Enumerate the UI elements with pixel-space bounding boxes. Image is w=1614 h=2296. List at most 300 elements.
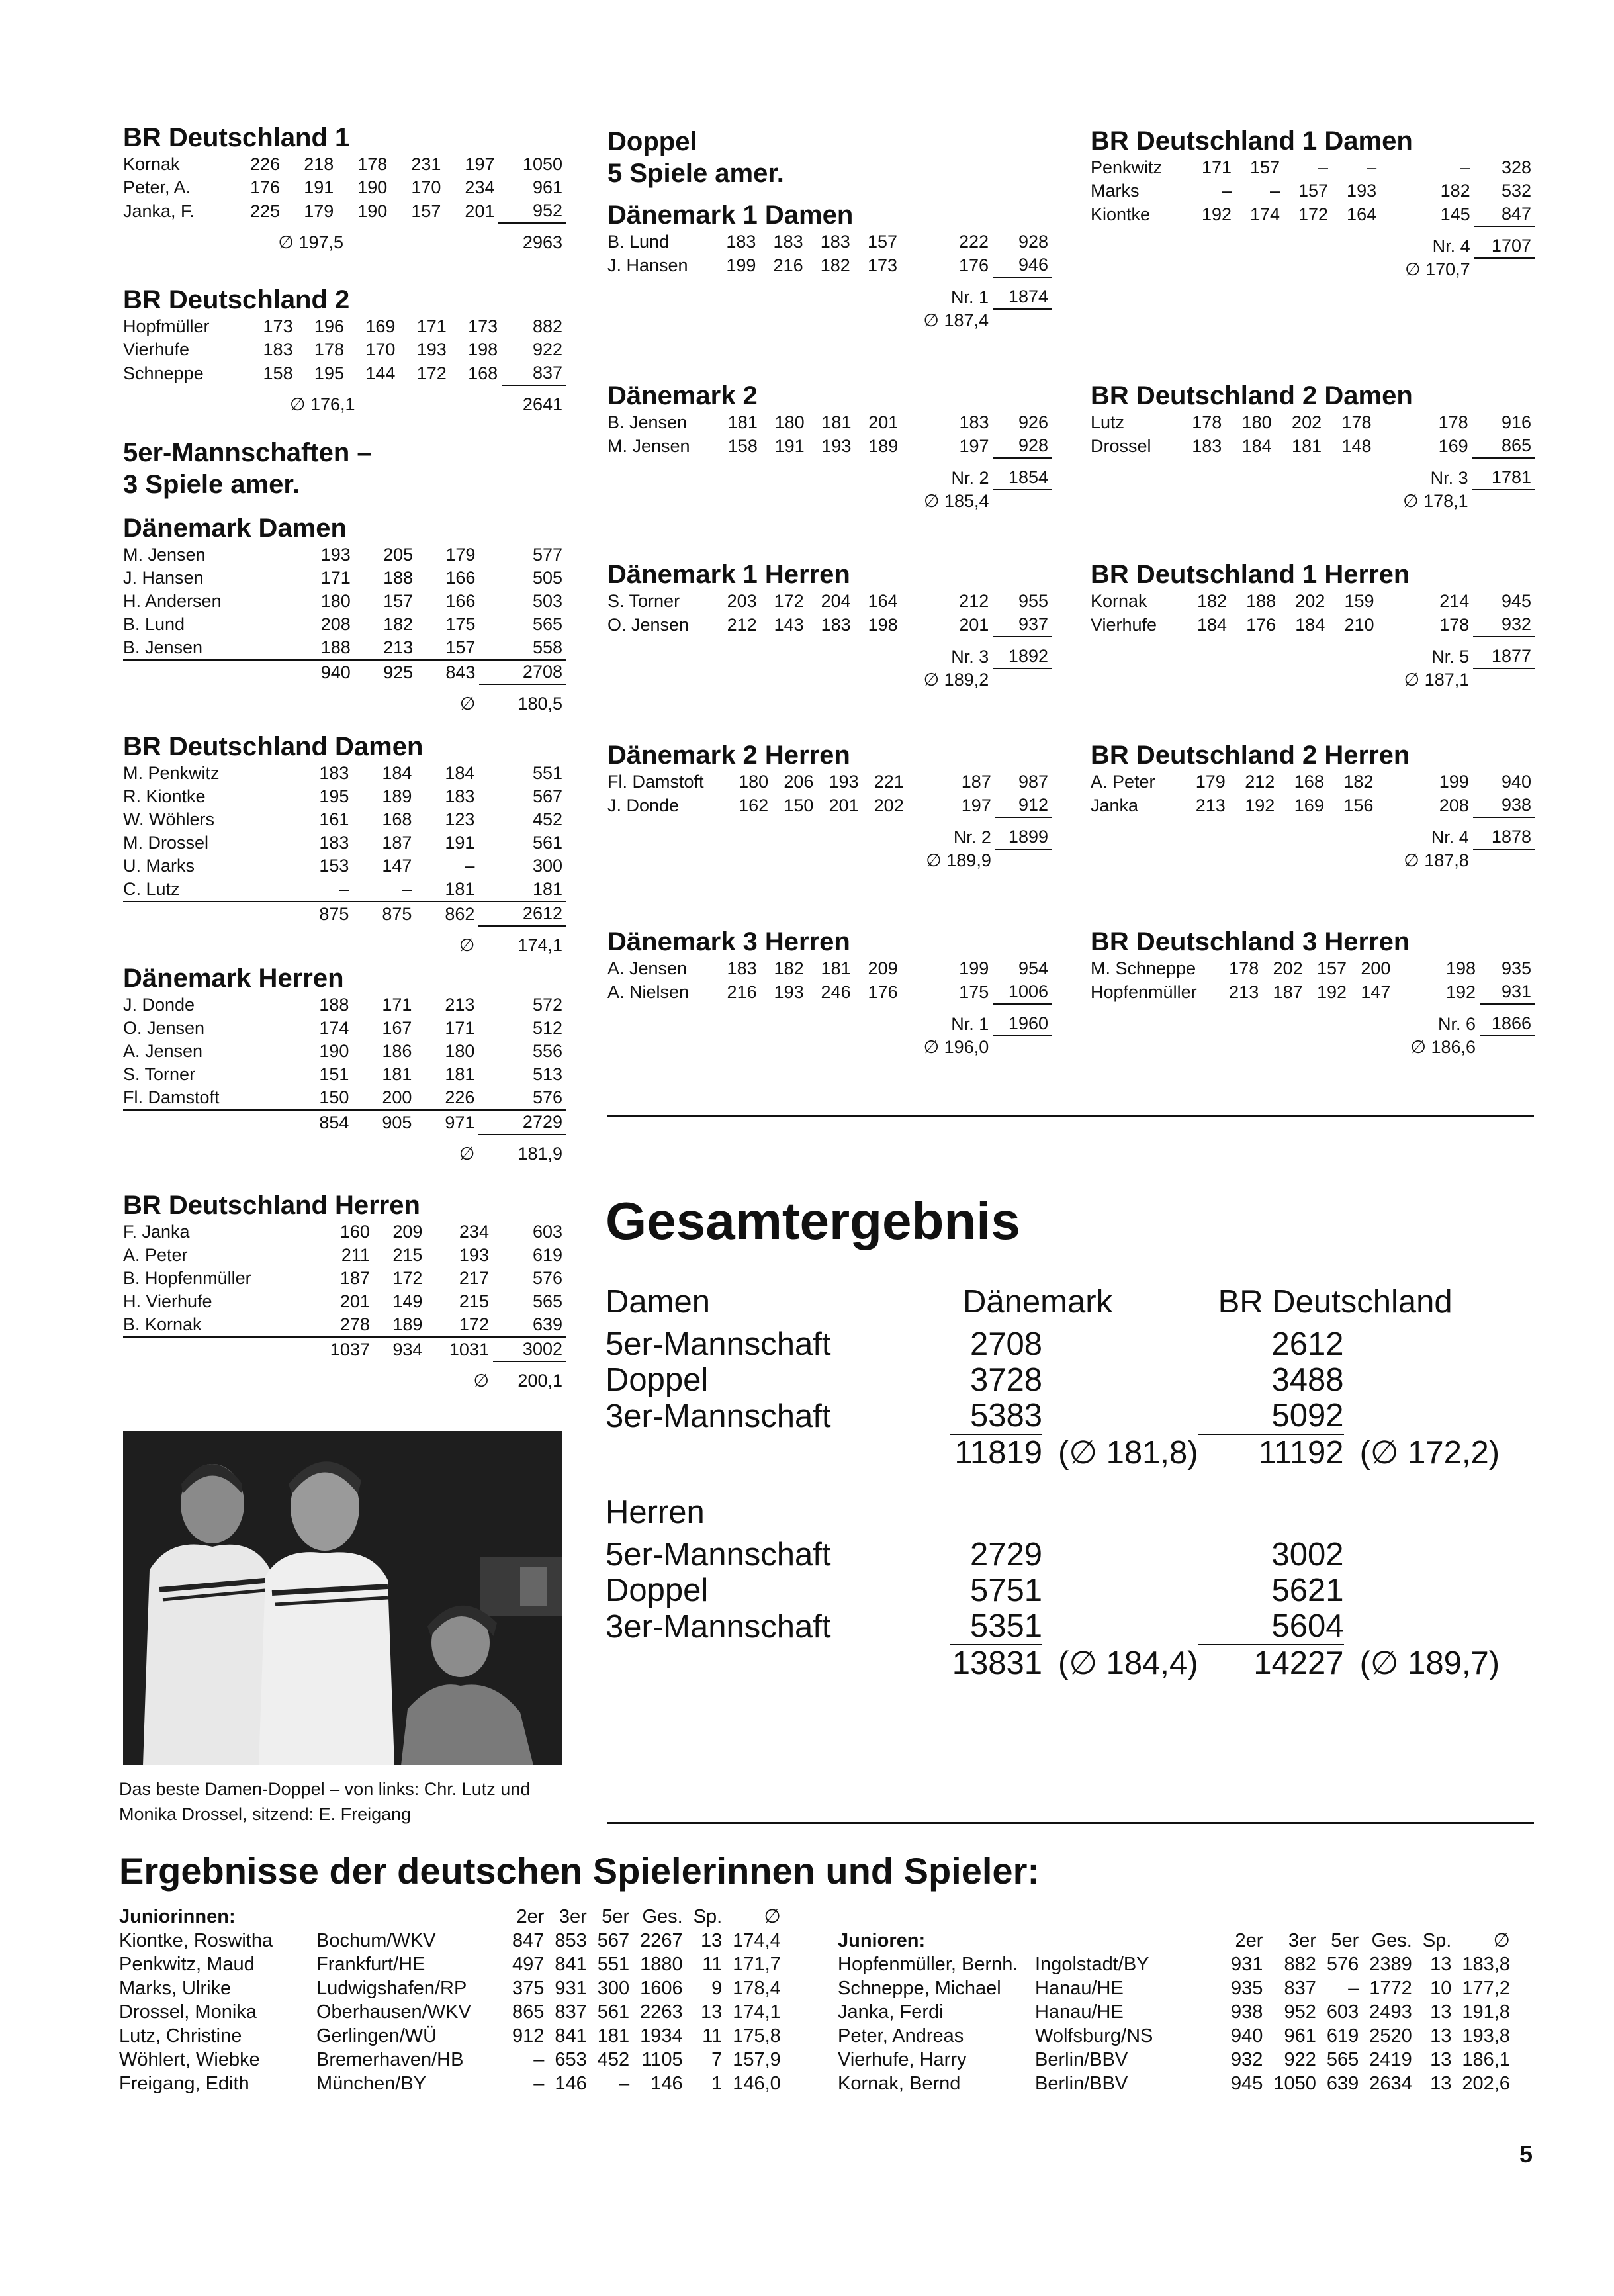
- player-name: Vierhufe: [1091, 614, 1157, 635]
- total-value: 1866: [1480, 1012, 1535, 1036]
- table-row: [123, 590, 566, 613]
- score-cell: 199: [959, 958, 989, 978]
- score-cell: 184: [445, 763, 475, 783]
- summary-row: [607, 825, 1052, 849]
- gesamt-header: [605, 1284, 1500, 1326]
- table-row: [1091, 179, 1535, 203]
- score-cell: 167: [382, 1018, 412, 1038]
- brd-average: (∅ 189,7): [1359, 1645, 1500, 1681]
- score-cell: 188: [1246, 591, 1277, 611]
- stat-cell: 186,1: [1462, 2049, 1510, 2070]
- score-cell: 912: [995, 794, 1052, 817]
- score-cell: 193: [829, 772, 859, 792]
- score-cell: 164: [868, 591, 898, 611]
- table-row: [607, 794, 1052, 817]
- total-value: 1854: [993, 466, 1052, 490]
- gesamt-total-row: [605, 1645, 1500, 1681]
- stat-cell: 13: [1430, 2025, 1452, 2046]
- score-cell: 199: [1439, 772, 1469, 792]
- score-cell: 210: [1344, 614, 1374, 635]
- spacer: [1091, 1004, 1535, 1012]
- score-cell: 202: [1273, 958, 1303, 978]
- block-brd1: [123, 122, 566, 254]
- player-name: Kornak: [123, 154, 180, 174]
- rank-value: Nr. 3: [1430, 467, 1468, 488]
- score-cell: 153: [319, 856, 349, 876]
- player-row: [119, 1952, 786, 1976]
- table-row: [607, 590, 1052, 613]
- score-cell: 576: [532, 1268, 562, 1288]
- club-name: Oberhausen/WKV: [316, 2001, 471, 2023]
- doppel-brd2-damen: [1091, 381, 1535, 513]
- group-label: Junioren:: [838, 1930, 926, 1951]
- score-cell: 928: [993, 434, 1052, 458]
- summary-row: [607, 645, 1052, 668]
- score-cell: 190: [319, 1041, 349, 1061]
- score-cell: 180: [774, 412, 805, 432]
- average-value: 180,5: [517, 694, 562, 713]
- score-cell: 190: [357, 177, 388, 197]
- stat-cell: 653: [555, 2049, 587, 2070]
- table-row: [123, 1040, 566, 1063]
- player-name: Fl. Damstoft: [123, 1086, 290, 1110]
- doppel-dk1-damen: [607, 200, 1052, 332]
- score-cell: 188: [383, 568, 414, 588]
- stat-cell: 2389: [1369, 1954, 1412, 1975]
- block-dk-herren: [123, 963, 566, 1166]
- photo-image: [123, 1431, 562, 1765]
- stat-cell: 193,8: [1462, 2025, 1510, 2046]
- player-name: M. Penkwitz: [123, 763, 220, 783]
- score-cell: 198: [1446, 958, 1476, 978]
- score-cell: 192: [1245, 795, 1275, 815]
- doppel-brd2-herren: [1091, 740, 1535, 872]
- player-row: [838, 2024, 1515, 2048]
- table-row: [123, 878, 566, 901]
- sum-cell: 2708: [479, 660, 566, 684]
- team-photo: [123, 1431, 562, 1765]
- score-table: [123, 153, 566, 254]
- club-name: Wolfsburg/NS: [1035, 2025, 1153, 2046]
- score-cell: 157: [1298, 181, 1329, 201]
- table-row: [1091, 980, 1535, 1004]
- club-name: München/BY: [316, 2073, 427, 2094]
- table-row: [123, 199, 566, 223]
- club-name: Hanau/HE: [1035, 2001, 1124, 2023]
- player-name: U. Marks: [123, 856, 195, 876]
- stat-cell: 561: [597, 2001, 630, 2023]
- page-number: 5: [1519, 2140, 1533, 2168]
- score-cell: 216: [727, 982, 757, 1002]
- player-name: W. Wöhlers: [123, 809, 215, 829]
- score-cell: 173: [867, 255, 898, 275]
- table-row: [123, 1017, 566, 1040]
- ergebnisse-title: Ergebnisse der deutschen Spielerinnen und Spieler:: [119, 1850, 1040, 1892]
- doppel-dk2: [607, 381, 1052, 513]
- score-cell: 201: [959, 614, 989, 635]
- brd-value: 3002: [1271, 1537, 1344, 1573]
- sum-cell: 854: [319, 1112, 349, 1132]
- player-name: S. Torner: [123, 1064, 196, 1084]
- player-name: B. Kornak: [123, 1313, 307, 1337]
- gesamt-title: Gesamtergebnis: [605, 1191, 1020, 1250]
- spacer: [123, 223, 566, 231]
- player-name: F. Janka: [123, 1222, 190, 1242]
- avg-row: [123, 1369, 566, 1393]
- score-cell: 946: [993, 253, 1052, 277]
- gesamt-row: [605, 1398, 1500, 1434]
- table-row: [1091, 770, 1535, 794]
- player-name: Janka, Ferdi: [838, 2001, 944, 2023]
- score-cell: 143: [774, 614, 804, 635]
- score-cell: 187: [961, 772, 991, 792]
- brd-total: 14227: [1253, 1645, 1344, 1681]
- score-cell: 158: [263, 363, 293, 383]
- score-cell: 182: [820, 255, 850, 275]
- player-row: [119, 2024, 786, 2048]
- stat-cell: 202,6: [1462, 2073, 1510, 2094]
- score-cell: 246: [821, 982, 851, 1002]
- average-value: ∅ 187,8: [1404, 850, 1469, 870]
- score-table: [607, 411, 1052, 513]
- score-table: [607, 957, 1052, 1059]
- score-cell: 213: [445, 995, 475, 1015]
- group-label: Juniorinnen:: [119, 1906, 236, 1927]
- score-cell: 201: [465, 201, 495, 221]
- sum-row: [123, 1110, 566, 1134]
- block-dk-damen: [123, 513, 566, 715]
- discipline-label: 3er-Mannschaft: [605, 1398, 831, 1434]
- score-cell: 171: [320, 568, 351, 588]
- section-heading: Doppel 5 Spiele amer.: [607, 127, 784, 188]
- score-cell: 157: [867, 232, 898, 252]
- table-row: [1091, 411, 1535, 434]
- score-cell: 191: [445, 833, 475, 852]
- sum-cell: 875: [382, 903, 412, 924]
- team-title: Dänemark 1 Herren: [607, 560, 850, 589]
- table-row: [1091, 794, 1535, 817]
- score-cell: 935: [1501, 958, 1531, 978]
- score-cell: 169: [1294, 795, 1324, 815]
- club-name: Ingolstadt/BY: [1035, 1954, 1149, 1975]
- stat-cell: 13: [1430, 1954, 1452, 1975]
- score-cell: –: [1460, 158, 1470, 177]
- brd-value: 5621: [1271, 1573, 1344, 1608]
- spacer: [607, 458, 1052, 466]
- junioren-table-wrap: [838, 1929, 1515, 2095]
- score-cell: 159: [1344, 591, 1374, 611]
- score-cell: 916: [1501, 412, 1531, 432]
- score-cell: 206: [784, 772, 814, 792]
- stat-cell: 961: [1284, 2025, 1316, 2046]
- player-name: H. Andersen: [123, 591, 222, 611]
- stat-cell: 853: [555, 1930, 587, 1951]
- table-row: [1091, 203, 1535, 226]
- gesamt-header: [605, 1494, 1500, 1537]
- summary-row: [123, 231, 566, 254]
- score-cell: 513: [532, 1064, 562, 1084]
- doppel-brd1-damen: [1091, 126, 1535, 281]
- col-3er: 3er: [559, 1906, 587, 1927]
- sum-row: [123, 901, 566, 926]
- table-row: [123, 613, 566, 636]
- daenemark-value: 2729: [969, 1537, 1042, 1573]
- col-avg: ∅: [1493, 1930, 1510, 1951]
- team-title: BR Deutschland 1 Herren: [1091, 560, 1410, 589]
- score-cell: 183: [773, 232, 803, 252]
- score-cell: 157: [383, 591, 414, 611]
- stat-cell: 146: [555, 2073, 587, 2094]
- score-cell: 503: [532, 591, 562, 611]
- score-cell: 150: [290, 1086, 353, 1110]
- player-name: M. Schneppe: [1091, 958, 1196, 978]
- stat-cell: 1772: [1369, 1978, 1412, 1999]
- table-row: [123, 762, 566, 785]
- score-cell: 174: [319, 1018, 349, 1038]
- score-cell: –: [290, 878, 353, 901]
- col-ges: Ges.: [642, 1906, 683, 1927]
- avg-row: [123, 1142, 566, 1166]
- score-cell: 175: [445, 614, 476, 634]
- score-table: [123, 762, 566, 957]
- player-name: J. Donde: [607, 795, 680, 815]
- stat-cell: 2419: [1369, 2049, 1412, 2070]
- spacer: [123, 385, 566, 393]
- sum-cell: 3002: [493, 1337, 566, 1361]
- team-title: BR Deutschland Damen: [123, 732, 424, 761]
- table-row: [123, 315, 566, 338]
- stat-cell: 847: [512, 1930, 545, 1951]
- score-cell: 931: [1480, 980, 1535, 1004]
- player-name: C. Lutz: [123, 878, 290, 901]
- score-cell: 218: [304, 154, 334, 174]
- score-cell: 184: [382, 763, 412, 783]
- sum-cell: 1037: [330, 1339, 370, 1359]
- score-cell: 147: [1361, 982, 1391, 1002]
- stat-cell: 567: [597, 1930, 630, 1951]
- table-row: [123, 338, 566, 361]
- score-cell: 193: [1347, 181, 1377, 201]
- score-cell: 171: [416, 316, 447, 336]
- doppel-dk2-herren: [607, 740, 1052, 872]
- score-cell: 169: [365, 316, 396, 336]
- rank-value: Nr. 1: [950, 287, 989, 307]
- table-row: [123, 785, 566, 808]
- stat-cell: 912: [512, 2025, 545, 2046]
- stat-cell: 146,0: [733, 2073, 781, 2094]
- score-cell: 157: [417, 636, 479, 660]
- score-cell: 847: [1474, 203, 1535, 226]
- score-cell: 178: [357, 154, 388, 174]
- score-cell: 214: [1439, 591, 1470, 611]
- score-table: [123, 1220, 566, 1393]
- team-title: BR Deutschland 1: [123, 123, 350, 152]
- score-cell: 208: [320, 614, 351, 634]
- team-title: Dänemark 2: [607, 381, 758, 410]
- score-cell: 181: [416, 878, 478, 901]
- score-cell: 190: [357, 201, 388, 221]
- sum-row: [123, 1337, 566, 1361]
- club-name: Frankfurt/HE: [316, 1954, 426, 1975]
- score-cell: 160: [339, 1222, 370, 1242]
- stat-cell: –: [619, 2073, 630, 2094]
- average-value: ∅ 187,4: [923, 310, 989, 330]
- sum-cell: 905: [382, 1112, 412, 1132]
- score-cell: 180: [445, 1041, 475, 1061]
- score-cell: –: [1318, 158, 1329, 177]
- avg-row: [123, 692, 566, 715]
- player-name: A. Peter: [123, 1245, 188, 1265]
- stat-cell: 841: [555, 2025, 587, 2046]
- score-cell: 181: [821, 958, 851, 978]
- col-sp: Sp.: [693, 1906, 723, 1927]
- player-name: A. Jensen: [123, 1041, 203, 1061]
- player-name: Drossel, Monika: [119, 2001, 257, 2023]
- table-row: [607, 613, 1052, 637]
- average-value: ∅ 185,4: [923, 491, 989, 511]
- table-row: [607, 770, 1052, 794]
- stat-cell: 11: [702, 1954, 723, 1975]
- total-value: 1707: [1474, 234, 1535, 258]
- player-name: Kornak: [1091, 591, 1147, 611]
- sum-cell: 862: [445, 903, 475, 924]
- table-row: [123, 1267, 566, 1290]
- brd-value: 5604: [1198, 1608, 1344, 1645]
- stat-cell: –: [1348, 1978, 1359, 1999]
- score-table: [1091, 156, 1535, 281]
- stat-cell: 551: [597, 1954, 630, 1975]
- score-cell: 234: [465, 177, 495, 197]
- score-cell: –: [1270, 181, 1280, 201]
- table-row: [607, 980, 1052, 1004]
- spacer: [1091, 817, 1535, 825]
- score-cell: 567: [532, 786, 562, 806]
- summary-row: [1091, 466, 1535, 490]
- score-table: [607, 590, 1052, 692]
- score-cell: 193: [774, 982, 804, 1002]
- score-cell: 204: [821, 591, 851, 611]
- team-title: Dänemark 1 Damen: [607, 201, 854, 230]
- average-symbol: ∅: [459, 1144, 475, 1164]
- brd-average: (∅ 172,2): [1359, 1434, 1500, 1471]
- sum-cell: 843: [445, 662, 476, 682]
- player-row: [838, 2000, 1515, 2024]
- player-name: B. Hopfenmüller: [123, 1268, 251, 1288]
- discipline-label: 5er-Mannschaft: [605, 1537, 831, 1573]
- total-value: 1781: [1472, 466, 1535, 490]
- player-name: Vierhufe, Harry: [838, 2049, 967, 2070]
- junioren-table: [838, 1929, 1515, 2095]
- stat-cell: 175,8: [733, 2025, 781, 2046]
- spacer: [123, 926, 566, 934]
- score-cell: 182: [1440, 181, 1470, 201]
- player-name: Peter, Andreas: [838, 2025, 964, 2046]
- stat-cell: 1: [711, 2073, 723, 2094]
- score-cell: 222: [958, 232, 989, 252]
- summary-row: [607, 1036, 1052, 1059]
- player-name: S. Torner: [607, 591, 680, 611]
- score-cell: 148: [1341, 436, 1372, 456]
- stat-cell: 837: [555, 2001, 587, 2023]
- player-name: Wöhlert, Wiebke: [119, 2049, 260, 2070]
- score-cell: 183: [727, 958, 757, 978]
- divider: [607, 1115, 1534, 1117]
- stat-cell: –: [533, 2073, 545, 2094]
- score-cell: 172: [426, 1313, 493, 1337]
- player-name: A. Jensen: [607, 958, 688, 978]
- average-value: ∅ 196,0: [923, 1037, 989, 1057]
- table-row: [607, 253, 1052, 277]
- player-name: O. Jensen: [607, 614, 690, 635]
- section-5er: [123, 437, 372, 500]
- score-cell: 937: [993, 613, 1052, 637]
- daenemark-value: 3728: [969, 1362, 1042, 1398]
- summary-row: [607, 309, 1052, 332]
- score-cell: 201: [868, 412, 899, 432]
- score-cell: 176: [1246, 614, 1277, 635]
- score-cell: 145: [1440, 204, 1470, 224]
- stat-cell: 2520: [1369, 2025, 1412, 2046]
- team-title: Dänemark 2 Herren: [607, 741, 850, 770]
- col-2er: 2er: [1235, 1930, 1263, 1951]
- score-cell: 212: [1245, 772, 1275, 792]
- rank-value: Nr. 5: [1431, 646, 1470, 666]
- spacer: [1091, 226, 1535, 234]
- stat-cell: 2267: [640, 1930, 683, 1951]
- average-value: ∅ 189,2: [923, 670, 989, 690]
- score-cell: 178: [314, 340, 344, 359]
- average-value: ∅ 189,9: [926, 850, 991, 870]
- score-cell: 181: [382, 1064, 412, 1084]
- stat-cell: 9: [711, 1978, 723, 1999]
- score-cell: 201: [339, 1291, 370, 1311]
- stat-cell: 452: [597, 2049, 630, 2070]
- score-cell: 170: [411, 177, 441, 197]
- section-heading: 5er-Mannschaften – 3 Spiele amer.: [123, 438, 372, 499]
- stat-cell: 922: [1284, 2049, 1316, 2070]
- average-value: ∅ 176,1: [289, 394, 355, 414]
- stat-cell: 952: [1284, 2001, 1316, 2023]
- col-avg: ∅: [764, 1906, 781, 1927]
- gesamtergebnis: [605, 1185, 1545, 1681]
- score-cell: 183: [319, 763, 349, 783]
- stat-cell: –: [533, 2049, 545, 2070]
- score-cell: 300: [532, 856, 562, 876]
- table-row: [123, 1063, 566, 1086]
- score-cell: 199: [726, 255, 756, 275]
- score-cell: 202: [1292, 412, 1322, 432]
- photo-caption: Das beste Damen-Doppel – von links: Chr. Lutz und Monika Drossel, sitzend: E. Freigang: [119, 1779, 531, 1824]
- score-table: [607, 770, 1052, 872]
- score-cell: 181: [1292, 436, 1322, 456]
- score-table: [1091, 590, 1535, 692]
- player-name: B. Lund: [123, 614, 185, 634]
- table-row: [123, 1220, 566, 1244]
- stat-cell: 837: [1284, 1978, 1316, 1999]
- doppel-dk3-herren: [607, 927, 1052, 1059]
- daenemark-value: 5383: [950, 1398, 1042, 1434]
- spacer: [607, 1004, 1052, 1012]
- score-cell: 922: [532, 340, 562, 359]
- player-row: [838, 1952, 1515, 1976]
- score-cell: 147: [382, 856, 412, 876]
- average-symbol: ∅: [459, 935, 475, 955]
- stat-cell: 1105: [641, 2049, 683, 2070]
- table-row: [123, 1290, 566, 1313]
- average-symbol: ∅: [473, 1371, 489, 1391]
- total-value: 2641: [522, 394, 562, 414]
- score-table: [123, 315, 566, 416]
